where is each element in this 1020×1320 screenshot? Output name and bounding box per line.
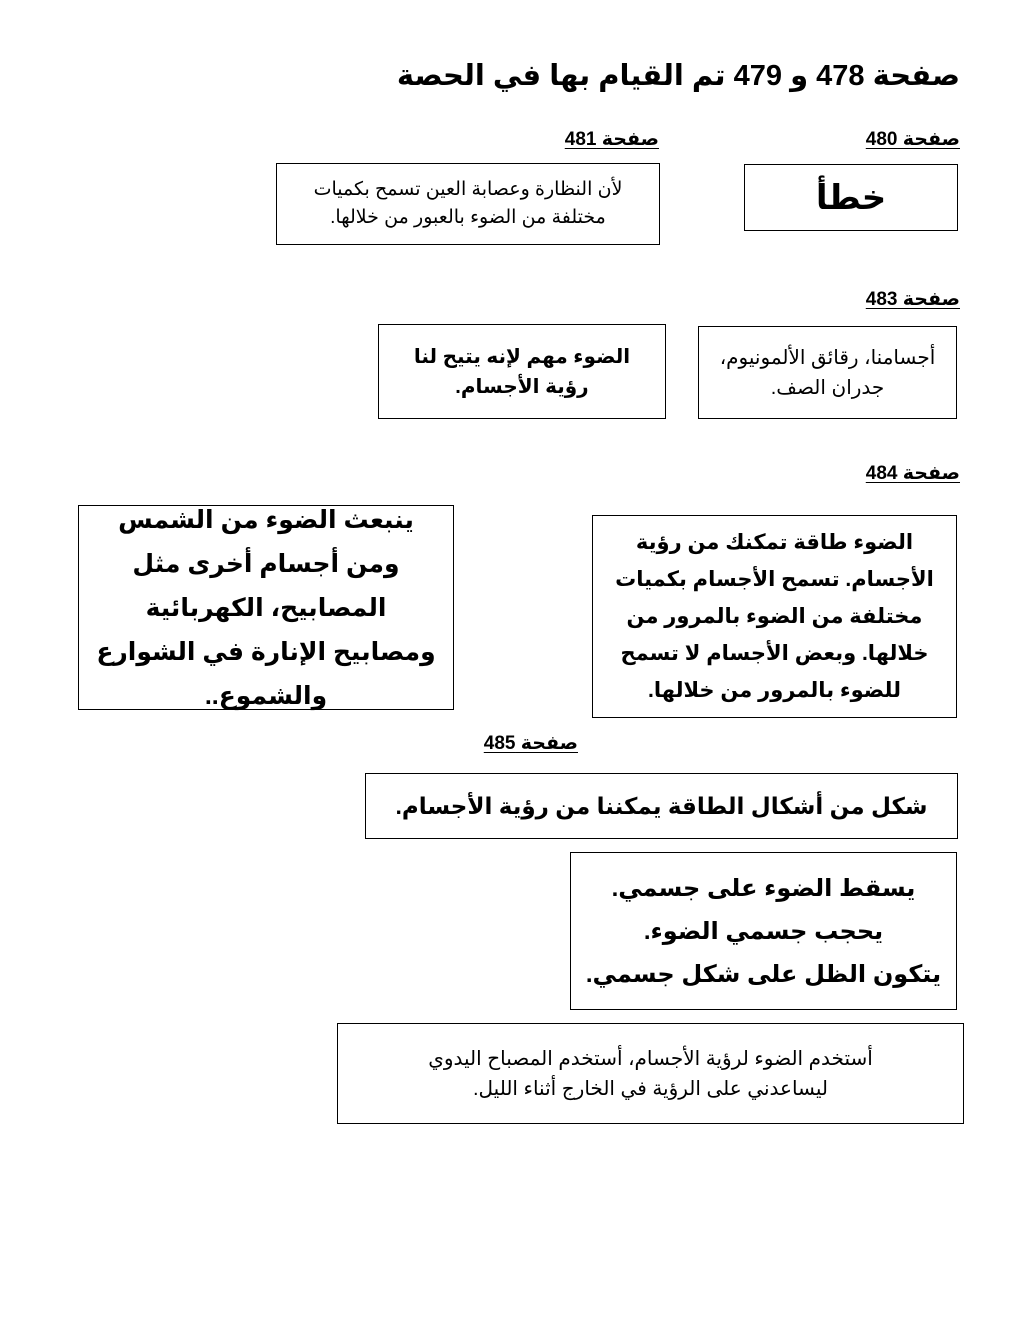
page-484-answer-left: ينبعث الضوء من الشمس ومن أجسام أخرى مثل المصابيح، الكهربائية ومصابيح الإنارة في الشوارع والشموع..	[96, 505, 436, 710]
page-481-answer: لأن النظارة وعصابة العين تسمح بكميات مختلفة من الضوء بالعبور من خلالها.	[313, 179, 623, 228]
page-485-answer2-line3: يتكون الظل على شكل جسمي.	[585, 960, 942, 988]
page-480-label: صفحة 480	[865, 129, 960, 150]
page-485-answer1: شكل من أشكال الطاقة يمكننا من رؤية الأجسام.	[395, 792, 928, 819]
page-title: صفحة 478 و 479 تم القيام بها في الحصة	[396, 60, 960, 92]
page-485-answer3-box	[337, 1023, 964, 1124]
page-485-answer1-box	[365, 773, 958, 839]
page-483-answer-right: أجسامنا، رقائق الألمونيوم، جدران الصف.	[719, 346, 936, 399]
page-483-answer-right-box	[698, 326, 957, 419]
page-485-answer3: أستخدم الضوء لرؤية الأجسام، أستخدم المصباح اليدوي ليساعدني على الرؤية في الخارج أثناء الليل.	[428, 1047, 873, 1100]
page-483-answer-left: الضوء مهم لإنه يتيح لنا رؤية الأجسام.	[413, 345, 631, 398]
page-484-label: صفحة 484	[865, 463, 960, 484]
page-480-answer-box	[744, 164, 958, 231]
page-484-answer-right-box	[592, 515, 957, 718]
page-484-answer-left-box	[78, 505, 454, 710]
page-485-label: صفحة 485	[483, 733, 578, 754]
page-483-answer-left-box	[378, 324, 666, 419]
page-480-answer: خطأ	[815, 178, 887, 217]
page-485-answer2-line2: يحجب جسمي الضوء.	[643, 917, 884, 945]
page-481-answer-box	[276, 163, 660, 245]
page-484-answer-right: الضوء طاقة تمكنك من رؤية الأجسام. تسمح الأجسام بكميات مختلفة من الضوء بالمرور من خلالها. وبعض الأجسام لا تسمح للضوء بالمرور من خلالها.	[615, 531, 934, 702]
page-485-answer2-box	[570, 852, 957, 1010]
page-483-label: صفحة 483	[865, 289, 960, 310]
page-485-answer2-line1: يسقط الضوء على جسمي.	[611, 874, 916, 902]
page-481-label: صفحة 481	[564, 129, 659, 150]
